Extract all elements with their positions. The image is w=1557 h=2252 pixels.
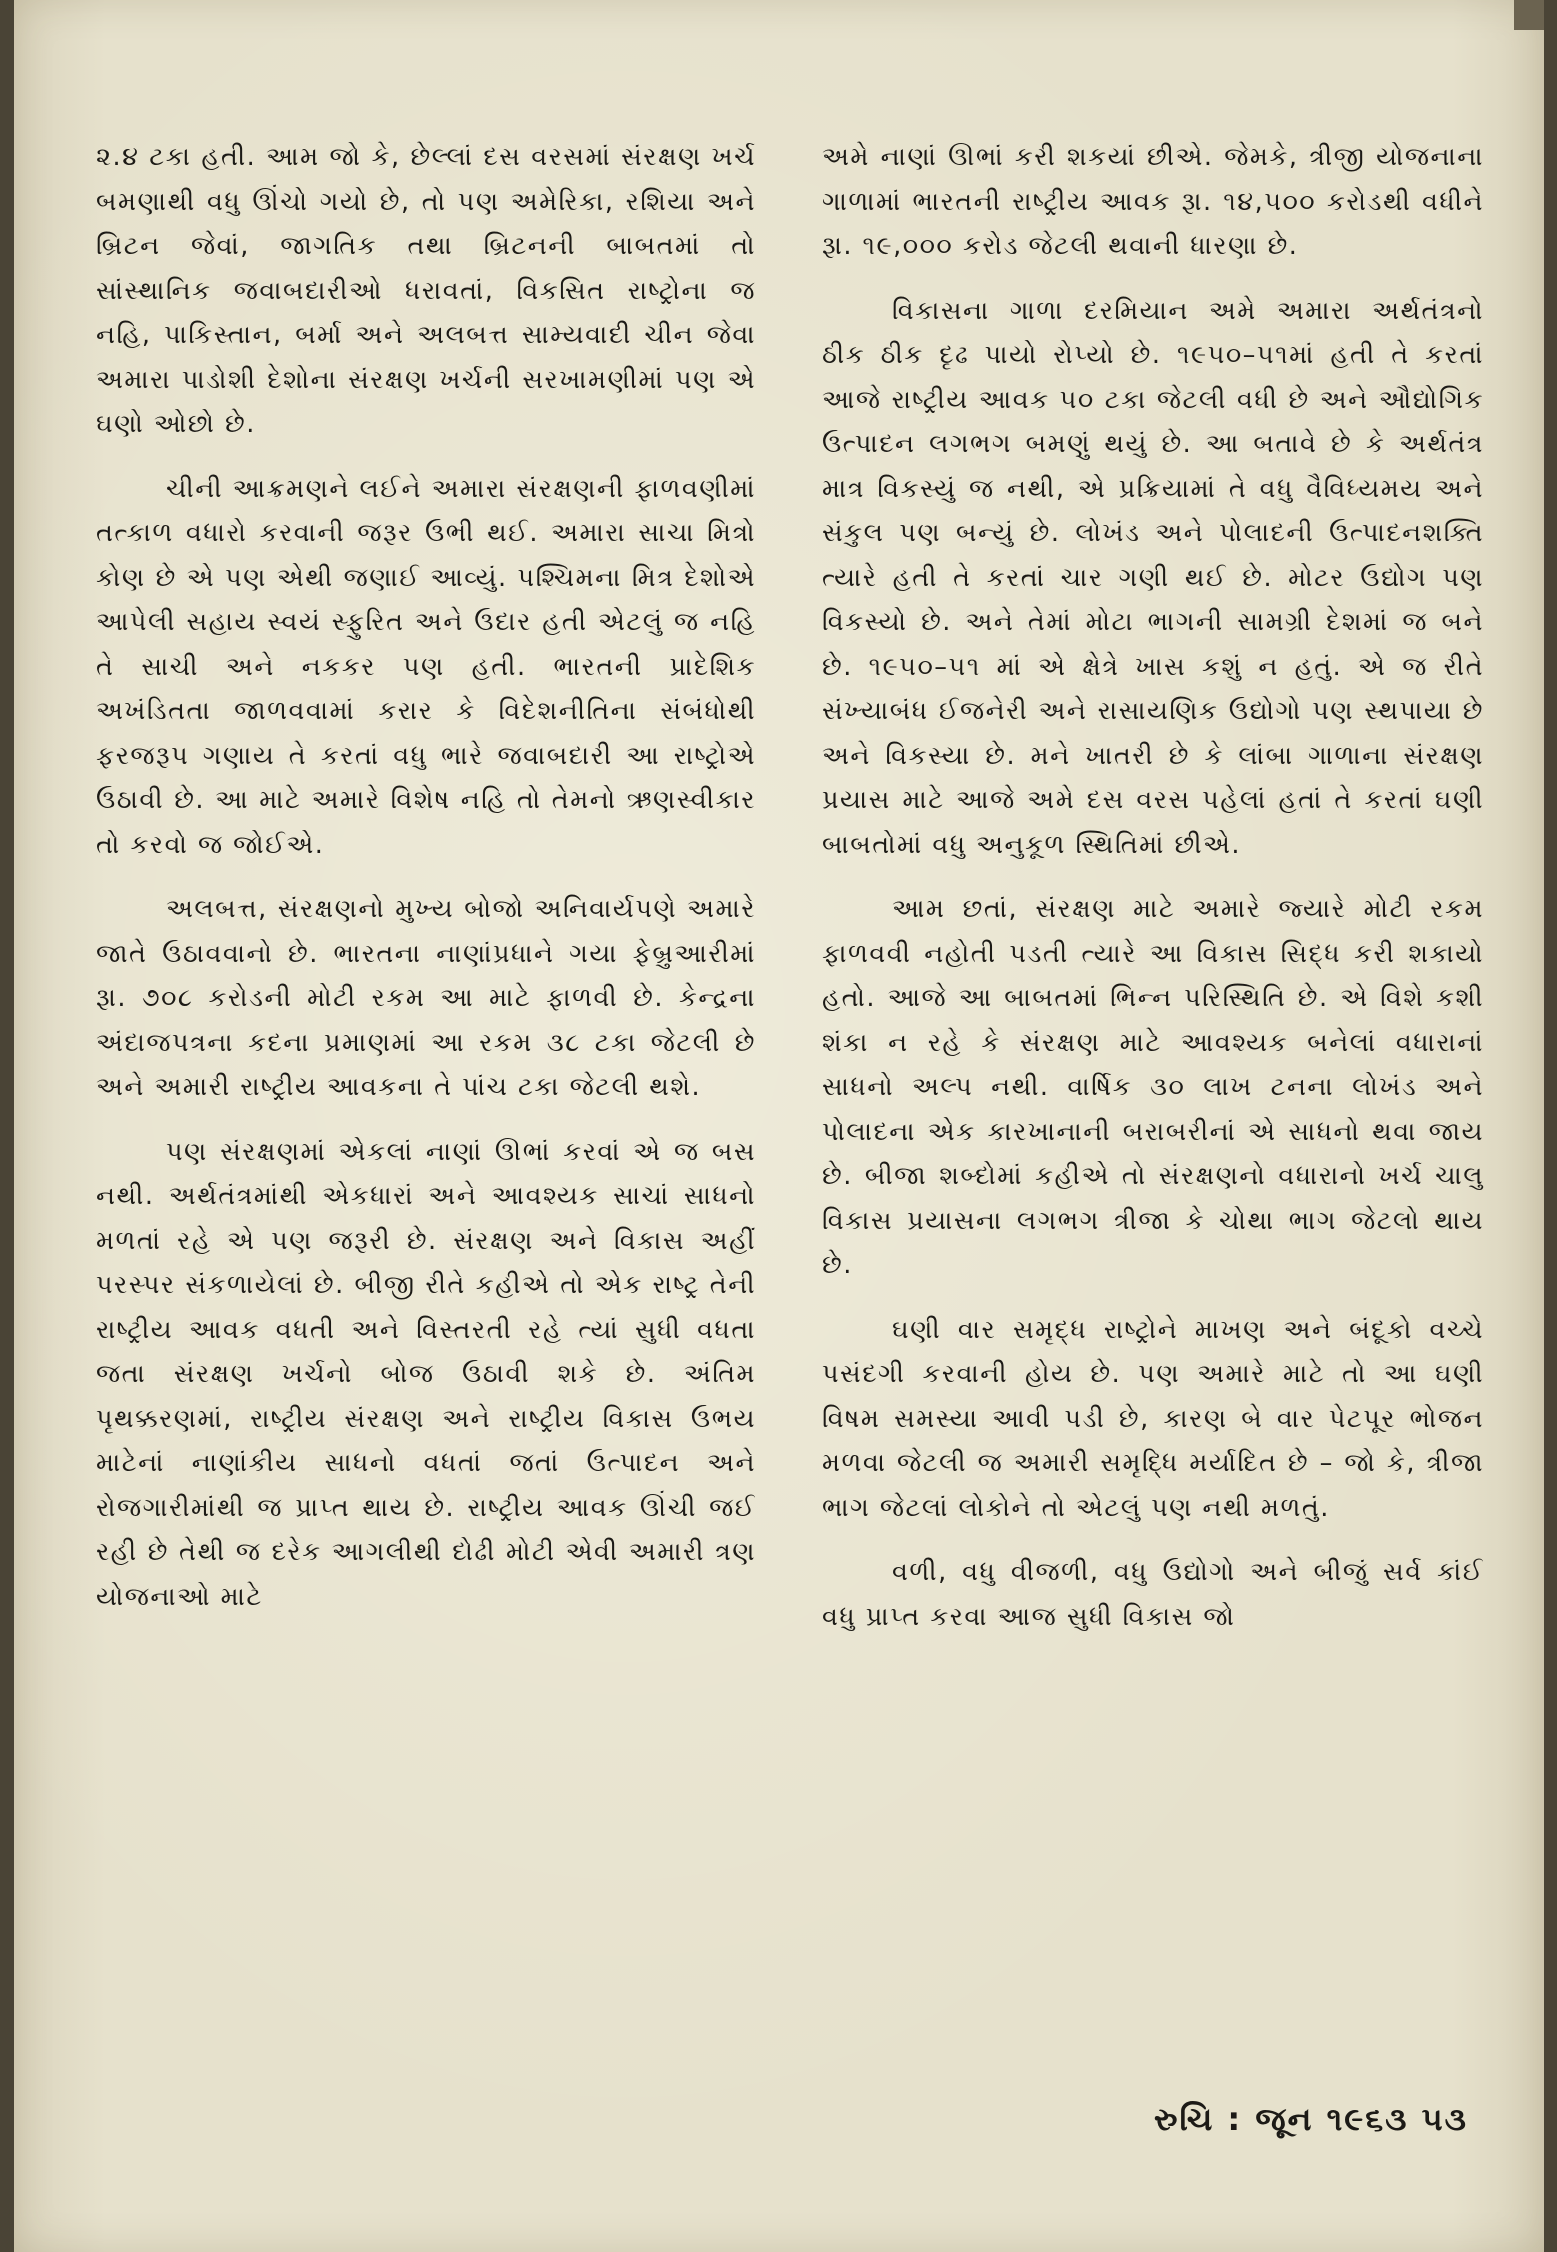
paragraph: ચીની આક્રમણને લઈને અમારા સંરક્ષણની ફાળવણીમાં તત્કાળ વધારો કરવાની જરૂર ઉભી થઈ. અમારા સાચા મિત્રો કોણ છે એ પણ એથી જણાઈ આવ્યું. પશ્ચિમના મિત્ર દેશોએ આપેલી સહાય સ્વયં સ્ફુરિત અને ઉદાર હતી એટલું જ નહિ તે સાચી અને નકકર પણ હતી. ભારતની પ્રાદેશિક અખંડિતતા જાળવવામાં કરાર કે વિદેશનીતિના સંબંધોથી ફરજરૂપ ગણાય તે કરતાં વધુ ભારે જવાબદારી આ રાષ્ટ્રોએ ઉઠાવી છે. આ માટે અમારે વિશેષ નહિ તો તેમનો ઋણસ્વીકાર તો કરવો જ જોઈએ.	[96, 473, 756, 860]
left-text-column	[96, 135, 756, 1639]
paragraph: અલબત્ત, સંરક્ષણનો મુખ્ય બોજો અનિવાર્યપણે અમારે જાતે ઉઠાવવાનો છે. ભારતના નાણાંપ્રધાને ગયા ફેબ્રુઆરીમાં રૂા. ૭૦૮ કરોડની મોટી રકમ આ માટે ફાળવી છે. કેન્દ્રના અંદાજપત્રના કદના પ્રમાણમાં આ રકમ ૩૮ ટકા જેટલી છે અને અમારી રાષ્ટ્રીય આવકના તે પાંચ ટકા જેટલી થશે.	[96, 894, 756, 1102]
paragraph: અમે નાણાં ઊભાં કરી શકયાં છીએ. જેમકે, ત્રીજી યોજનાના ગાળામાં ભારતની રાષ્ટ્રીય આવક રૂા. ૧૪,૫૦૦ કરોડથી વધીને રૂા. ૧૯,૦૦૦ કરોડ જેટલી થવાની ધારણા છે.	[822, 142, 1484, 261]
paragraph: ઘણી વાર સમૃદ્ધ રાષ્ટ્રોને માખણ અને બંદૂકો વચ્ચે પસંદગી કરવાની હોય છે. પણ અમારે માટે તો આ ઘણી વિષમ સમસ્યા આવી પડી છે, કારણ બે વાર પેટપૂર ભોજન મળવા જેટલી જ અમારી સમૃદ્ધિ મર્યાદિત છે – જો કે, ત્રીજા ભાગ જેટલાં લોકોને તો એટલું પણ નથી મળતું.	[822, 1314, 1484, 1523]
paragraph: પણ સંરક્ષણમાં એકલાં નાણાં ઊભાં કરવાં એ જ બસ નથી. અર્થતંત્રમાંથી એકધારાં અને આવશ્યક સાચાં સાધનો મળતાં રહે એ પણ જરૂરી છે. સંરક્ષણ અને વિકાસ અહીં પરસ્પર સંકળાયેલાં છે. બીજી રીતે કહીએ તો એક રાષ્ટ્ર તેની રાષ્ટ્રીય આવક વધતી અને વિસ્તરતી રહે ત્યાં સુધી વધતા જતા સંરક્ષણ ખર્ચનો બોજ ઉઠાવી શકે છે. અંતિમ પૃથક્કરણમાં, રાષ્ટ્રીય સંરક્ષણ અને રાષ્ટ્રીય વિકાસ ઉભય માટેનાં નાણાંકીય સાધનો વધતાં જતાં ઉત્પાદન અને રોજગારીમાંથી જ પ્રાપ્ત થાય છે. રાષ્ટ્રીય આવક ઊંચી જઈ રહી છે તેથી જ દરેક આગલીથી દોઢી મોટી એવી અમારી ત્રણ યોજનાઓ માટે	[96, 1136, 756, 1612]
page-edge-shadow	[1514, 0, 1544, 30]
paragraph: વિકાસના ગાળા દરમિયાન અમે અમારા અર્થતંત્રનો ઠીક ઠીક દૃઢ પાયો રોપ્યો છે. ૧૯૫૦–૫૧માં હતી તે કરતાં આજે રાષ્ટ્રીય આવક ૫૦ ટકા જેટલી વધી છે અને ઔદ્યોગિક ઉત્પાદન લગભગ બમણું થયું છે. આ બતાવે છે કે અર્થતંત્ર માત્ર વિકસ્યું જ નથી, એ પ્રક્રિયામાં તે વધુ વૈવિધ્યમય અને સંકુલ પણ બન્યું છે. લોખંડ અને પોલાદની ઉત્પાદનશક્તિ ત્યારે હતી તે કરતાં ચાર ગણી થઈ છે. મોટર ઉદ્યોગ પણ વિકસ્યો છે. અને તેમાં મોટા ભાગની સામગ્રી દેશમાં જ બને છે. ૧૯૫૦–૫૧ માં એ ક્ષેત્રે ખાસ કશું ન હતું. એ જ રીતે સંખ્યાબંધ ઈજનેરી અને રાસાયણિક ઉદ્યોગો પણ સ્થપાયા છે અને વિકસ્યા છે. મને ખાતરી છે કે લાંબા ગાળાના સંરક્ષણ પ્રયાસ માટે આજે અમે દસ વરસ પહેલાં હતાં તે કરતાં ઘણી બાબતોમાં વધુ અનુકૂળ સ્થિતિમાં છીએ.	[822, 295, 1484, 860]
paragraph: ૨.૪ ટકા હતી. આમ જો કે, છેલ્લાં દસ વરસમાં સંરક્ષણ ખર્ચ બમણાથી વધુ ઊંચો ગયો છે, તો પણ અમેરિકા, રશિયા અને બ્રિટન જેવાં, જાગતિક તથા બ્રિટનની બાબતમાં તો સાંસ્થાનિક જવાબદારીઓ ધરાવતાં, વિકસિત રાષ્ટ્રોના જ નહિ, પાકિસ્તાન, બર્મા અને અલબત્ત સામ્યવાદી ચીન જેવા અમારા પાડોશી દેશોના સંરક્ષણ ખર્ચની સરખામણીમાં પણ એ ઘણો ઓછો છે.	[96, 142, 756, 439]
magazine-page	[14, 0, 1544, 2252]
paragraph: આમ છતાં, સંરક્ષણ માટે અમારે જ્યારે મોટી રકમ ફાળવવી નહોતી પડતી ત્યારે આ વિકાસ સિદ્ધ કરી શકાયો હતો. આજે આ બાબતમાં ભિન્ન પરિસ્થિતિ છે. એ વિશે કશી શંકા ન રહે કે સંરક્ષણ માટે આવશ્યક બનેલાં વધારાનાં સાધનો અલ્પ નથી. વાર્ષિક ૩૦ લાખ ટનના લોખંડ અને પોલાદના એક કારખાનાની બરાબરીનાં એ સાધનો થવા જાય છે. બીજા શબ્દોમાં કહીએ તો સંરક્ષણનો વધારાનો ખર્ચ ચાલુ વિકાસ પ્રયાસના લગભગ ત્રીજા કે ચોથા ભાગ જેટલો થાય છે.	[822, 894, 1484, 1280]
right-text-column	[822, 135, 1484, 1659]
page-footer: રુચિ : જૂન ૧૯૬૩ ૫૩	[1154, 2100, 1468, 2138]
paragraph: વળી, વધુ વીજળી, વધુ ઉદ્યોગો અને બીજું સર્વ કાંઈ વધુ પ્રાપ્ત કરવા આજ સુધી વિકાસ જો	[822, 1557, 1484, 1632]
